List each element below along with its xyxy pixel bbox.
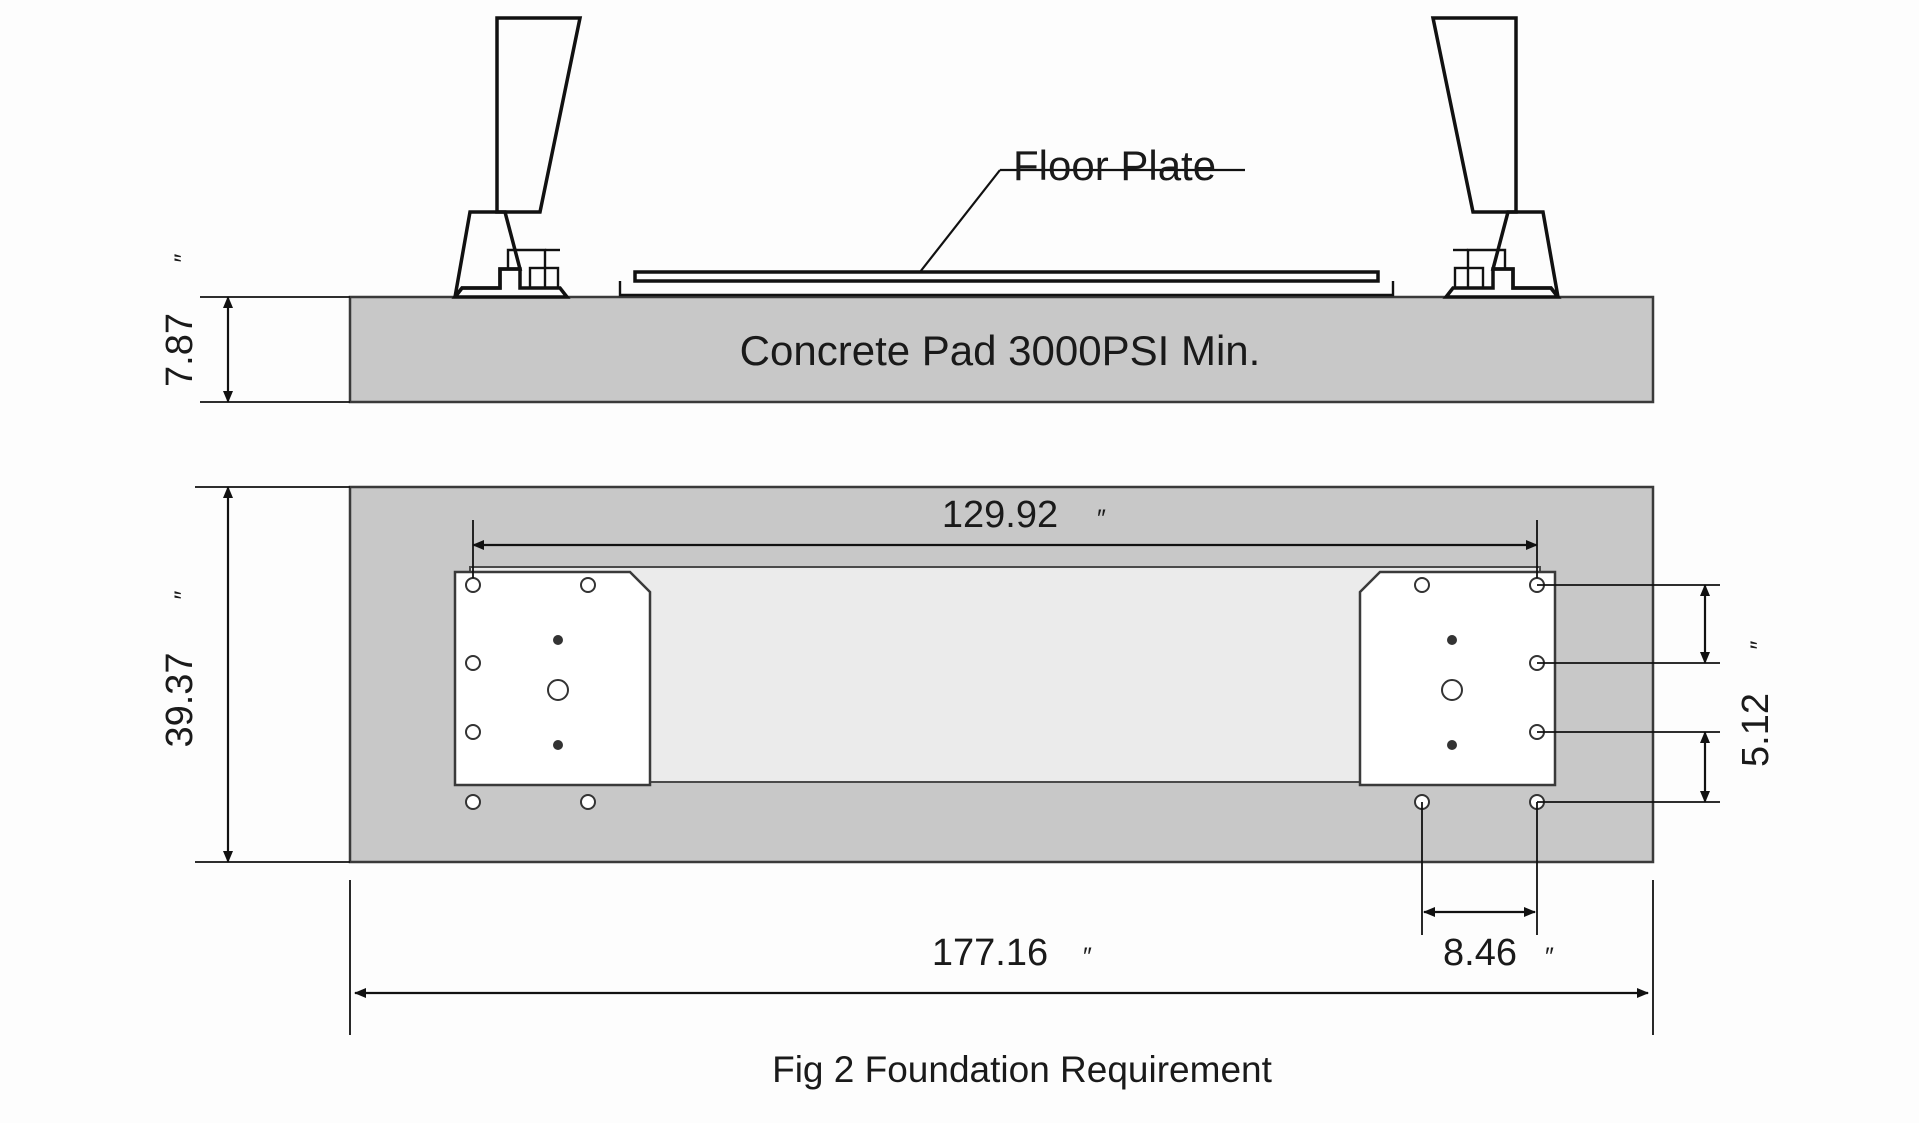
label-bolt-spacing-vertical	[1735, 640, 1777, 767]
pad-thickness-value: 7.87	[159, 313, 201, 387]
pad-width-value: 129.92	[941, 494, 1059, 536]
label-pad-depth	[159, 590, 201, 747]
bolt-spacing-vertical-unit: ″	[1746, 640, 1774, 650]
pad-width-unit: ″	[1097, 505, 1106, 533]
bolt-spacing-horizontal-unit: ″	[1545, 943, 1554, 971]
pad-length-unit: ″	[1083, 943, 1092, 971]
label-bolt-spacing-horizontal	[1443, 932, 1554, 974]
pad-depth-unit: ″	[170, 590, 198, 600]
pad-depth-value: 39.37	[159, 652, 201, 748]
pad-length-value: 177.16	[931, 932, 1049, 974]
left-mounting-plate	[455, 572, 650, 785]
figure-caption: Fig 2 Foundation Requirement	[772, 1049, 1272, 1090]
floor-plate-label: Floor Plate	[1013, 142, 1217, 189]
floor-plate-leader	[920, 170, 1000, 272]
concrete-pad-label: Concrete Pad 3000PSI Min.	[739, 327, 1261, 374]
right-mounting-plate	[1360, 572, 1555, 785]
label-pad-length	[932, 932, 1092, 974]
label-pad-thickness	[159, 253, 201, 387]
floor-plate-assembly	[455, 18, 1558, 297]
pad-thickness-unit: ″	[170, 253, 198, 263]
bolt-spacing-vertical-value: 5.12	[1735, 693, 1777, 767]
bolt-spacing-horizontal-value: 8.46	[1443, 932, 1517, 974]
